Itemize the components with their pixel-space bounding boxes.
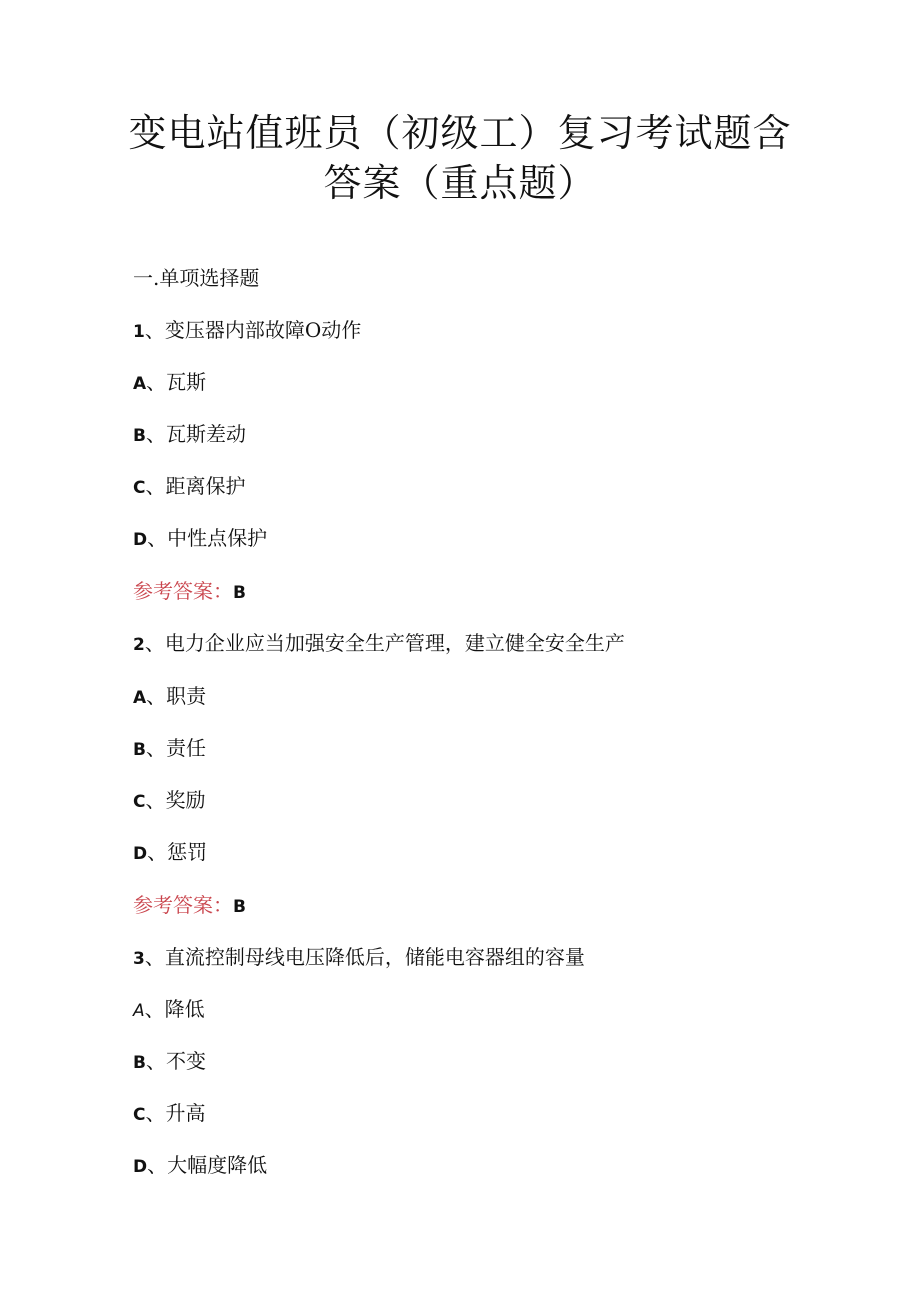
- title-line-1: 变电站值班员（初级工）复习考试题含: [128, 111, 792, 155]
- option-text: 惩罚: [167, 840, 208, 864]
- answer-value: B: [233, 583, 246, 603]
- separator: 、: [147, 1153, 168, 1177]
- option-text: 距离保护: [165, 474, 246, 498]
- option-text: 瓦斯差动: [165, 422, 246, 446]
- option-text: 职责: [166, 684, 207, 708]
- option-text: 大幅度降低: [167, 1153, 268, 1177]
- question-3: [133, 943, 585, 973]
- option-c: [133, 472, 245, 502]
- question-1: [133, 316, 361, 346]
- option-c: [133, 786, 205, 816]
- option-letter: A: [133, 1001, 145, 1021]
- question-number: 1: [133, 322, 145, 342]
- separator: 、: [147, 526, 168, 550]
- option-text: 降低: [164, 997, 205, 1021]
- question-2: [133, 629, 625, 659]
- option-letter: A: [133, 688, 147, 708]
- answer-label: 参考答案：: [133, 579, 233, 603]
- option-d: [133, 524, 267, 554]
- option-b: [133, 1047, 206, 1077]
- answer-value: B: [233, 897, 246, 917]
- separator: 、: [145, 788, 166, 812]
- option-text: 责任: [165, 736, 206, 760]
- answer-line: [133, 577, 246, 607]
- title-line-2: 答案（重点题）: [323, 161, 597, 205]
- option-letter: D: [133, 844, 148, 864]
- option-c: [133, 1099, 205, 1129]
- option-letter: D: [133, 530, 148, 550]
- option-letter: C: [133, 1105, 146, 1125]
- document-title: [100, 108, 820, 208]
- option-letter: C: [133, 792, 146, 812]
- answer-line: [133, 891, 246, 921]
- question-number: 2: [133, 635, 145, 655]
- separator: 、: [144, 631, 165, 655]
- section-heading: 一.单项选择题: [133, 266, 260, 290]
- separator: 、: [145, 1049, 166, 1073]
- question-text: 直流控制母线电压降低后，储能电容器组的容量: [164, 945, 585, 969]
- option-d: [133, 838, 207, 868]
- separator: 、: [145, 736, 166, 760]
- separator: 、: [146, 370, 167, 394]
- question-text: 变压器内部故障O动作: [164, 318, 362, 342]
- separator: 、: [145, 422, 166, 446]
- separator: 、: [145, 474, 166, 498]
- separator: 、: [144, 945, 165, 969]
- separator: 、: [147, 840, 168, 864]
- option-b: [133, 420, 246, 450]
- answer-label: 参考答案：: [133, 893, 233, 917]
- option-text: 不变: [165, 1049, 206, 1073]
- option-d: [133, 1151, 267, 1181]
- option-text: 瓦斯: [166, 370, 207, 394]
- option-letter: C: [133, 478, 146, 498]
- separator: 、: [144, 318, 165, 342]
- question-text: 电力企业应当加强安全生产管理，建立健全安全生产: [164, 631, 625, 655]
- option-letter: B: [133, 426, 146, 446]
- option-a: [133, 995, 205, 1025]
- separator: 、: [144, 997, 165, 1021]
- option-text: 中性点保护: [167, 526, 268, 550]
- separator: 、: [146, 684, 167, 708]
- option-a: [133, 368, 206, 398]
- separator: 、: [145, 1101, 166, 1125]
- option-text: 奖励: [165, 788, 206, 812]
- option-b: [133, 734, 206, 764]
- option-a: [133, 682, 206, 712]
- question-number: 3: [133, 949, 145, 969]
- option-text: 升高: [165, 1101, 206, 1125]
- option-letter: B: [133, 740, 146, 760]
- option-letter: B: [133, 1053, 146, 1073]
- option-letter: A: [133, 374, 147, 394]
- option-letter: D: [133, 1157, 148, 1177]
